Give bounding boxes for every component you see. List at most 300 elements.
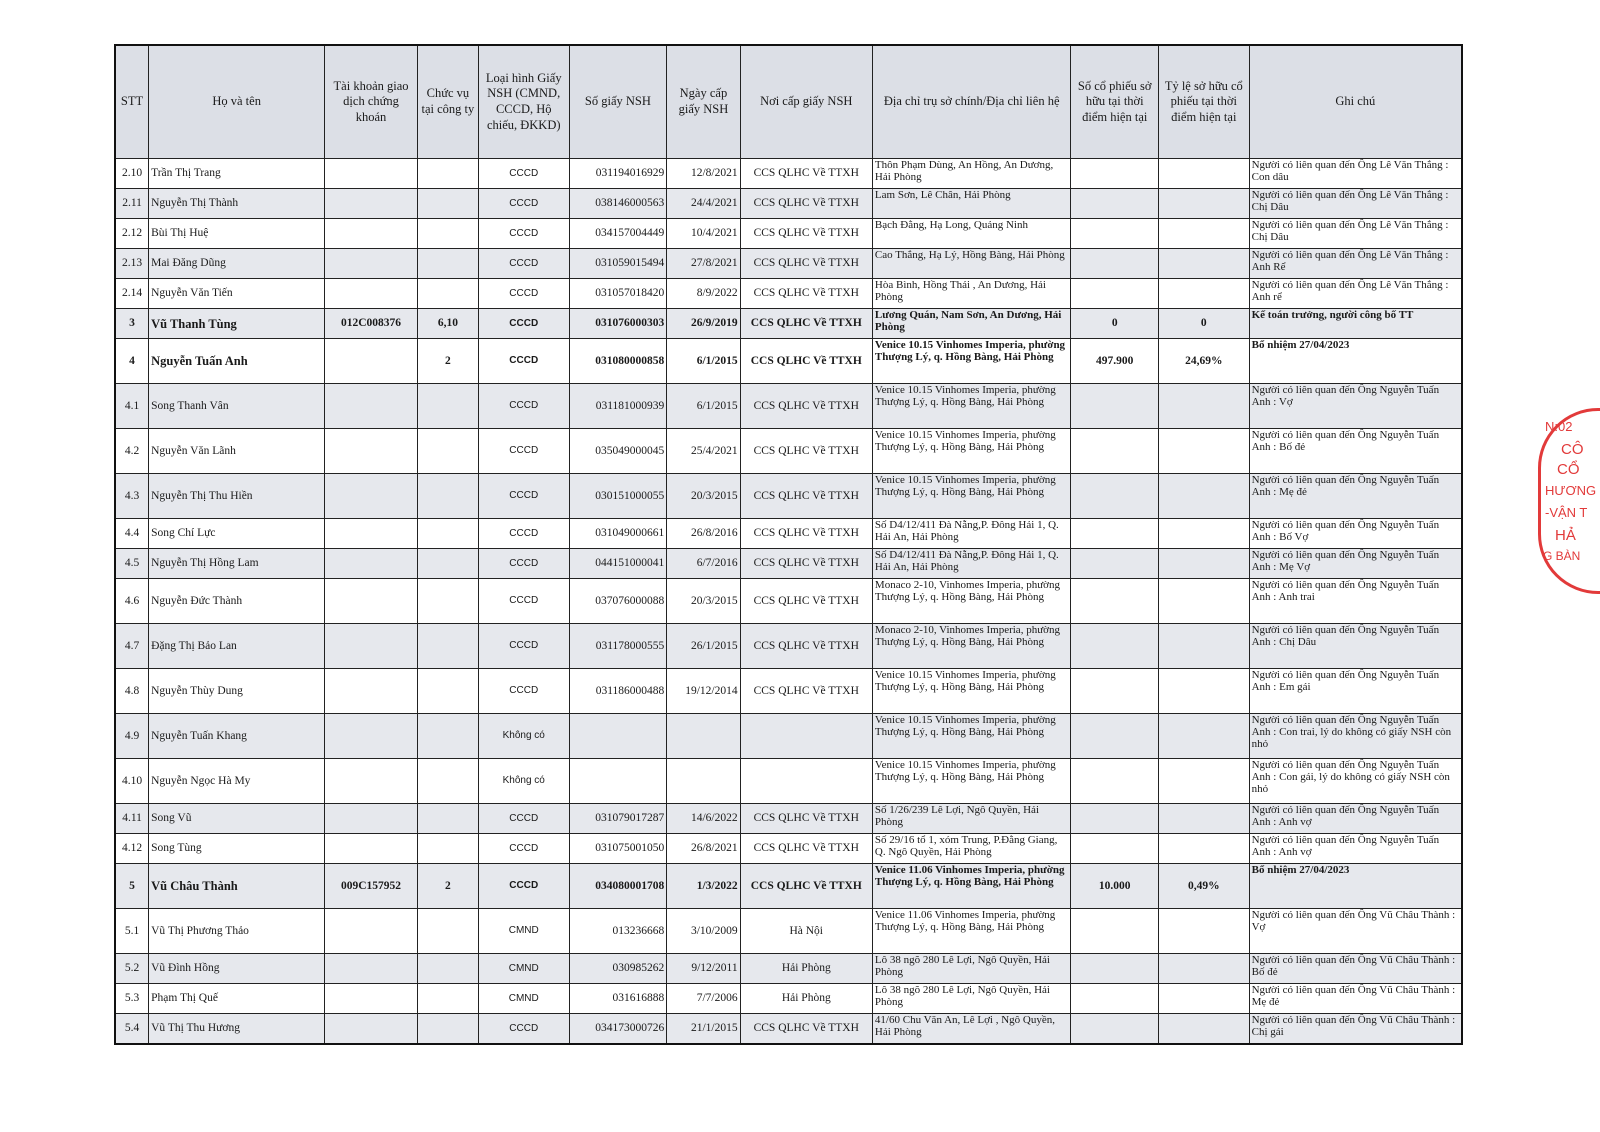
- cell-position: [417, 384, 478, 429]
- cell-shares: [1071, 834, 1159, 864]
- header-ratio: Tỷ lệ sở hữu cổ phiếu tại thời điểm hiện tại: [1159, 45, 1250, 159]
- table-body: [115, 159, 1462, 1044]
- cell-ratio: [1159, 714, 1250, 759]
- cell-issue-place: CCS QLHC Về TTXH: [740, 219, 872, 249]
- cell-address: Số D4/12/411 Đà Nẵng,P. Đông Hải 1, Q. Hải An, Hải Phòng: [872, 549, 1071, 579]
- cell-shares: [1071, 189, 1159, 219]
- cell-id-type: CCCD: [478, 309, 569, 339]
- cell-shares: [1071, 624, 1159, 669]
- cell-issue-date: 8/9/2022: [667, 279, 740, 309]
- cell-issue-date: 26/8/2021: [667, 834, 740, 864]
- cell-name: Vũ Thanh Tùng: [149, 309, 325, 339]
- cell-name: Đặng Thị Bảo Lan: [149, 624, 325, 669]
- cell-note: Người có liên quan đến Ông Nguyễn Tuấn Anh : Con trai, lý do không có giấy NSH còn nhỏ: [1249, 714, 1462, 759]
- table-row: [115, 804, 1462, 834]
- cell-stt: 5.2: [115, 954, 149, 984]
- cell-ratio: [1159, 519, 1250, 549]
- header-issue-place: Nơi cấp giấy NSH: [740, 45, 872, 159]
- cell-name: Nguyễn Tuấn Anh: [149, 339, 325, 384]
- cell-stt: 4.3: [115, 474, 149, 519]
- cell-issue-date: 10/4/2021: [667, 219, 740, 249]
- table-row: [115, 189, 1462, 219]
- cell-id-number: 031181000939: [569, 384, 667, 429]
- cell-issue-date: 21/1/2015: [667, 1014, 740, 1044]
- cell-account: [325, 624, 418, 669]
- cell-ratio: [1159, 159, 1250, 189]
- cell-address: Monaco 2-10, Vinhomes Imperia, phường Thượng Lý, q. Hồng Bàng, Hải Phòng: [872, 624, 1071, 669]
- cell-stt: 4.2: [115, 429, 149, 474]
- cell-note: Người có liên quan đến Ông Lê Văn Thắng : Chị Dâu: [1249, 189, 1462, 219]
- cell-note: Người có liên quan đến Ông Lê Văn Thắng : Chị Dâu: [1249, 219, 1462, 249]
- header-id-type: Loại hình Giấy NSH (CMND, CCCD, Hộ chiếu, ĐKKD): [478, 45, 569, 159]
- cell-account: [325, 579, 418, 624]
- seal-text: CỔ: [1557, 461, 1580, 478]
- cell-issue-date: 6/7/2016: [667, 549, 740, 579]
- cell-position: [417, 474, 478, 519]
- seal-text: -VẬN T: [1545, 505, 1588, 520]
- cell-issue-date: 6/1/2015: [667, 384, 740, 429]
- cell-id-number: 035049000045: [569, 429, 667, 474]
- cell-address: Thôn Phạm Dùng, An Hồng, An Dương, Hải Phòng: [872, 159, 1071, 189]
- cell-id-number: 031049000661: [569, 519, 667, 549]
- cell-id-number: 031186000488: [569, 669, 667, 714]
- cell-address: Venice 11.06 Vinhomes Imperia, phường Thượng Lý, q. Hồng Bàng, Hải Phòng: [872, 909, 1071, 954]
- cell-issue-place: Hải Phòng: [740, 984, 872, 1014]
- table-row: [115, 549, 1462, 579]
- cell-issue-date: 7/7/2006: [667, 984, 740, 1014]
- table-row: [115, 339, 1462, 384]
- cell-issue-place: [740, 759, 872, 804]
- cell-id-number: 031076000303: [569, 309, 667, 339]
- cell-id-type: CCCD: [478, 519, 569, 549]
- cell-issue-place: CCS QLHC Về TTXH: [740, 549, 872, 579]
- cell-address: Số 1/26/239 Lê Lợi, Ngô Quyền, Hải Phòng: [872, 804, 1071, 834]
- cell-position: [417, 429, 478, 474]
- cell-account: [325, 984, 418, 1014]
- cell-name: Vũ Châu Thành: [149, 864, 325, 909]
- cell-account: [325, 429, 418, 474]
- cell-ratio: [1159, 1014, 1250, 1044]
- cell-issue-place: CCS QLHC Về TTXH: [740, 279, 872, 309]
- cell-address: Hòa Bình, Hồng Thái , An Dương, Hải Phòng: [872, 279, 1071, 309]
- cell-id-type: Không có: [478, 714, 569, 759]
- header-issue-date: Ngày cấp giấy NSH: [667, 45, 740, 159]
- cell-shares: [1071, 279, 1159, 309]
- table-row: [115, 1014, 1462, 1044]
- cell-position: [417, 624, 478, 669]
- cell-address: Lô 38 ngõ 280 Lê Lợi, Ngô Quyền, Hải Phòng: [872, 984, 1071, 1014]
- cell-note: Người có liên quan đến Ông Lê Văn Thắng : Anh rể: [1249, 279, 1462, 309]
- cell-id-type: CCCD: [478, 384, 569, 429]
- cell-address: Lam Sơn, Lê Chân, Hải Phòng: [872, 189, 1071, 219]
- cell-shares: [1071, 579, 1159, 624]
- cell-account: [325, 339, 418, 384]
- cell-note: Người có liên quan đến Ông Vũ Châu Thành : Mẹ đẻ: [1249, 984, 1462, 1014]
- cell-id-type: CCCD: [478, 864, 569, 909]
- cell-address: Venice 10.15 Vinhomes Imperia, phường Thượng Lý, q. Hồng Bàng, Hải Phòng: [872, 759, 1071, 804]
- cell-id-type: CCCD: [478, 834, 569, 864]
- cell-issue-date: 9/12/2011: [667, 954, 740, 984]
- seal-text: HƯƠNG: [1545, 483, 1597, 498]
- cell-ratio: [1159, 624, 1250, 669]
- cell-account: [325, 909, 418, 954]
- cell-address: Venice 10.15 Vinhomes Imperia, phường Thượng Lý, q. Hồng Bàng, Hải Phòng: [872, 339, 1071, 384]
- cell-id-number: 034157004449: [569, 219, 667, 249]
- cell-name: Nguyễn Thùy Dung: [149, 669, 325, 714]
- cell-note: Người có liên quan đến Ông Nguyễn Tuấn Anh : Mẹ đẻ: [1249, 474, 1462, 519]
- cell-id-number: 031616888: [569, 984, 667, 1014]
- cell-note: Người có liên quan đến Ông Lê Văn Thắng : Anh Rể: [1249, 249, 1462, 279]
- cell-name: Vũ Đình Hồng: [149, 954, 325, 984]
- cell-id-type: CCCD: [478, 474, 569, 519]
- table-row: [115, 909, 1462, 954]
- seal-text: CÔ: [1561, 441, 1584, 458]
- cell-note: Người có liên quan đến Ông Nguyễn Tuấn Anh : Vợ: [1249, 384, 1462, 429]
- header-stt: STT: [115, 45, 149, 159]
- cell-address: Venice 10.15 Vinhomes Imperia, phường Thượng Lý, q. Hồng Bàng, Hải Phòng: [872, 714, 1071, 759]
- cell-id-type: CCCD: [478, 669, 569, 714]
- cell-position: 2: [417, 339, 478, 384]
- cell-account: [325, 519, 418, 549]
- cell-id-type: CCCD: [478, 219, 569, 249]
- cell-id-number: 030985262: [569, 954, 667, 984]
- cell-address: Venice 10.15 Vinhomes Imperia, phường Thượng Lý, q. Hồng Bàng, Hải Phòng: [872, 669, 1071, 714]
- cell-address: Lương Quán, Nam Sơn, An Dương, Hải Phòng: [872, 309, 1071, 339]
- cell-account: [325, 759, 418, 804]
- cell-ratio: [1159, 984, 1250, 1014]
- cell-stt: 2.12: [115, 219, 149, 249]
- cell-account: [325, 219, 418, 249]
- cell-address: 41/60 Chu Văn An, Lê Lợi , Ngô Quyền, Hải Phòng: [872, 1014, 1071, 1044]
- cell-issue-date: 25/4/2021: [667, 429, 740, 474]
- cell-id-number: 030151000055: [569, 474, 667, 519]
- cell-stt: 5.3: [115, 984, 149, 1014]
- cell-name: Phạm Thị Quế: [149, 984, 325, 1014]
- header-address: Địa chỉ trụ sở chính/Địa chỉ liên hệ: [872, 45, 1071, 159]
- cell-account: [325, 549, 418, 579]
- header-row: [115, 45, 1462, 159]
- cell-id-number: [569, 714, 667, 759]
- header-name: Họ và tên: [149, 45, 325, 159]
- cell-id-type: CMND: [478, 984, 569, 1014]
- cell-issue-place: CCS QLHC Về TTXH: [740, 804, 872, 834]
- cell-stt: 4.1: [115, 384, 149, 429]
- cell-shares: 0: [1071, 309, 1159, 339]
- cell-shares: [1071, 669, 1159, 714]
- cell-issue-place: CCS QLHC Về TTXH: [740, 579, 872, 624]
- cell-shares: [1071, 549, 1159, 579]
- cell-account: [325, 159, 418, 189]
- cell-shares: 497.900: [1071, 339, 1159, 384]
- cell-issue-place: CCS QLHC Về TTXH: [740, 339, 872, 384]
- header-account: Tài khoản giao dịch chứng khoán: [325, 45, 418, 159]
- header-position: Chức vụ tại công ty: [417, 45, 478, 159]
- cell-account: [325, 714, 418, 759]
- cell-id-type: CMND: [478, 954, 569, 984]
- cell-name: Vũ Thị Phương Thảo: [149, 909, 325, 954]
- cell-stt: 4.12: [115, 834, 149, 864]
- cell-stt: 4.10: [115, 759, 149, 804]
- cell-stt: 3: [115, 309, 149, 339]
- cell-shares: [1071, 909, 1159, 954]
- cell-stt: 4.6: [115, 579, 149, 624]
- cell-note: Người có liên quan đến Ông Nguyễn Tuấn Anh : Chị Dâu: [1249, 624, 1462, 669]
- cell-position: [417, 279, 478, 309]
- cell-position: [417, 909, 478, 954]
- cell-stt: 2.13: [115, 249, 149, 279]
- table-row: [115, 864, 1462, 909]
- cell-id-type: CCCD: [478, 249, 569, 279]
- cell-stt: 5: [115, 864, 149, 909]
- cell-issue-place: Hà Nội: [740, 909, 872, 954]
- cell-name: Vũ Thị Thu Hương: [149, 1014, 325, 1044]
- cell-issue-place: CCS QLHC Về TTXH: [740, 864, 872, 909]
- cell-id-number: [569, 759, 667, 804]
- cell-issue-place: CCS QLHC Về TTXH: [740, 669, 872, 714]
- table-row: [115, 954, 1462, 984]
- header-id-number: Số giấy NSH: [569, 45, 667, 159]
- cell-issue-date: 24/4/2021: [667, 189, 740, 219]
- cell-id-number: 031075001050: [569, 834, 667, 864]
- cell-address: Bạch Đằng, Hạ Long, Quảng Ninh: [872, 219, 1071, 249]
- cell-ratio: [1159, 759, 1250, 804]
- cell-position: [417, 159, 478, 189]
- table-row: [115, 519, 1462, 549]
- cell-stt: 4.9: [115, 714, 149, 759]
- cell-ratio: [1159, 834, 1250, 864]
- cell-shares: [1071, 384, 1159, 429]
- cell-address: Venice 11.06 Vinhomes Imperia, phường Thượng Lý, q. Hồng Bàng, Hải Phòng: [872, 864, 1071, 909]
- table-row: [115, 834, 1462, 864]
- cell-issue-date: [667, 714, 740, 759]
- header-note: Ghi chú: [1249, 45, 1462, 159]
- cell-account: [325, 804, 418, 834]
- cell-name: Nguyễn Thị Hồng Lam: [149, 549, 325, 579]
- cell-id-number: 038146000563: [569, 189, 667, 219]
- cell-id-type: CCCD: [478, 429, 569, 474]
- cell-address: Số 29/16 tổ 1, xóm Trung, P.Đằng Giang, Q. Ngô Quyền, Hải Phòng: [872, 834, 1071, 864]
- table-row: [115, 714, 1462, 759]
- cell-position: [417, 549, 478, 579]
- cell-issue-date: 26/9/2019: [667, 309, 740, 339]
- cell-ratio: 0,49%: [1159, 864, 1250, 909]
- cell-note: Người có liên quan đến Ông Nguyễn Tuấn Anh : Em gái: [1249, 669, 1462, 714]
- cell-shares: [1071, 984, 1159, 1014]
- cell-stt: 5.4: [115, 1014, 149, 1044]
- cell-account: [325, 384, 418, 429]
- cell-position: [417, 249, 478, 279]
- cell-address: Cao Thắng, Hạ Lý, Hồng Bàng, Hải Phòng: [872, 249, 1071, 279]
- table-row: [115, 669, 1462, 714]
- cell-ratio: [1159, 189, 1250, 219]
- cell-ratio: 24,69%: [1159, 339, 1250, 384]
- cell-ratio: [1159, 579, 1250, 624]
- cell-name: Song Vũ: [149, 804, 325, 834]
- cell-stt: 4.11: [115, 804, 149, 834]
- cell-note: Bổ nhiệm 27/04/2023: [1249, 339, 1462, 384]
- cell-issue-date: 12/8/2021: [667, 159, 740, 189]
- shareholder-table: [114, 44, 1463, 1045]
- cell-issue-date: 20/3/2015: [667, 579, 740, 624]
- cell-ratio: [1159, 219, 1250, 249]
- cell-position: [417, 579, 478, 624]
- cell-shares: [1071, 804, 1159, 834]
- cell-id-type: CMND: [478, 909, 569, 954]
- cell-issue-date: 6/1/2015: [667, 339, 740, 384]
- cell-shares: [1071, 954, 1159, 984]
- table-row: [115, 759, 1462, 804]
- cell-position: [417, 984, 478, 1014]
- cell-ratio: [1159, 549, 1250, 579]
- cell-id-number: 031178000555: [569, 624, 667, 669]
- cell-position: [417, 219, 478, 249]
- cell-note: Người có liên quan đến Ông Nguyễn Tuấn Anh : Anh vợ: [1249, 834, 1462, 864]
- cell-id-number: 031079017287: [569, 804, 667, 834]
- cell-note: Người có liên quan đến Ông Nguyễn Tuấn Anh : Anh vợ: [1249, 804, 1462, 834]
- cell-id-number: 034173000726: [569, 1014, 667, 1044]
- cell-shares: [1071, 1014, 1159, 1044]
- cell-id-type: CCCD: [478, 339, 569, 384]
- cell-ratio: [1159, 384, 1250, 429]
- cell-id-number: 031059015494: [569, 249, 667, 279]
- cell-ratio: [1159, 954, 1250, 984]
- cell-stt: 2.11: [115, 189, 149, 219]
- cell-position: [417, 804, 478, 834]
- cell-issue-place: CCS QLHC Về TTXH: [740, 384, 872, 429]
- cell-name: Nguyễn Văn Lãnh: [149, 429, 325, 474]
- cell-issue-place: CCS QLHC Về TTXH: [740, 474, 872, 519]
- table-row: [115, 384, 1462, 429]
- cell-id-type: CCCD: [478, 159, 569, 189]
- cell-id-type: CCCD: [478, 549, 569, 579]
- seal-text: G BÀN: [1543, 549, 1581, 563]
- cell-id-number: 031080000858: [569, 339, 667, 384]
- company-seal: [1538, 408, 1600, 594]
- cell-stt: 2.10: [115, 159, 149, 189]
- header-shares: Số cổ phiếu sở hữu tại thời điểm hiện tại: [1071, 45, 1159, 159]
- cell-name: Nguyễn Văn Tiến: [149, 279, 325, 309]
- cell-position: [417, 519, 478, 549]
- cell-note: Bổ nhiệm 27/04/2023: [1249, 864, 1462, 909]
- cell-address: Monaco 2-10, Vinhomes Imperia, phường Thượng Lý, q. Hồng Bàng, Hải Phòng: [872, 579, 1071, 624]
- cell-issue-place: CCS QLHC Về TTXH: [740, 249, 872, 279]
- table-row: [115, 984, 1462, 1014]
- cell-issue-date: 19/12/2014: [667, 669, 740, 714]
- cell-account: [325, 189, 418, 219]
- seal-text: HẢ: [1555, 527, 1576, 544]
- cell-address: Số D4/12/411 Đà Nẵng,P. Đông Hải 1, Q. Hải An, Hải Phòng: [872, 519, 1071, 549]
- cell-address: Venice 10.15 Vinhomes Imperia, phường Thượng Lý, q. Hồng Bàng, Hải Phòng: [872, 474, 1071, 519]
- cell-shares: [1071, 714, 1159, 759]
- cell-stt: 2.14: [115, 279, 149, 309]
- cell-name: Nguyễn Ngọc Hà My: [149, 759, 325, 804]
- cell-shares: [1071, 474, 1159, 519]
- cell-name: Song Chí Lực: [149, 519, 325, 549]
- cell-position: [417, 1014, 478, 1044]
- cell-shares: [1071, 429, 1159, 474]
- document-sheet: [114, 44, 1463, 1045]
- cell-issue-date: 27/8/2021: [667, 249, 740, 279]
- cell-account: [325, 474, 418, 519]
- cell-stt: 5.1: [115, 909, 149, 954]
- cell-shares: [1071, 219, 1159, 249]
- cell-id-type: CCCD: [478, 579, 569, 624]
- cell-position: [417, 954, 478, 984]
- cell-account: [325, 1014, 418, 1044]
- table-row: [115, 219, 1462, 249]
- cell-ratio: [1159, 669, 1250, 714]
- cell-note: Người có liên quan đến Ông Nguyễn Tuấn Anh : Con gái, lý do không có giấy NSH còn nhỏ: [1249, 759, 1462, 804]
- cell-issue-place: Hải Phòng: [740, 954, 872, 984]
- cell-position: [417, 834, 478, 864]
- cell-note: Người có liên quan đến Ông Vũ Châu Thành : Bố đẻ: [1249, 954, 1462, 984]
- cell-note: Người có liên quan đến Ông Nguyễn Tuấn Anh : Anh trai: [1249, 579, 1462, 624]
- cell-issue-place: CCS QLHC Về TTXH: [740, 1014, 872, 1044]
- cell-note: Người có liên quan đến Ông Nguyễn Tuấn Anh : Bố đẻ: [1249, 429, 1462, 474]
- cell-position: [417, 759, 478, 804]
- table-row: [115, 159, 1462, 189]
- cell-note: Người có liên quan đến Ông Vũ Châu Thành : Chị gái: [1249, 1014, 1462, 1044]
- cell-shares: 10.000: [1071, 864, 1159, 909]
- cell-issue-date: 20/3/2015: [667, 474, 740, 519]
- cell-issue-place: CCS QLHC Về TTXH: [740, 834, 872, 864]
- cell-issue-place: CCS QLHC Về TTXH: [740, 309, 872, 339]
- cell-id-type: CCCD: [478, 624, 569, 669]
- cell-id-number: 013236668: [569, 909, 667, 954]
- cell-note: Kế toán trưởng, người công bố TT: [1249, 309, 1462, 339]
- cell-position: 2: [417, 864, 478, 909]
- cell-ratio: [1159, 429, 1250, 474]
- cell-address: Venice 10.15 Vinhomes Imperia, phường Thượng Lý, q. Hồng Bàng, Hải Phòng: [872, 384, 1071, 429]
- table-row: [115, 474, 1462, 519]
- cell-name: Nguyễn Tuấn Khang: [149, 714, 325, 759]
- cell-id-number: 034080001708: [569, 864, 667, 909]
- seal-text: N:02: [1545, 419, 1573, 434]
- cell-shares: [1071, 159, 1159, 189]
- cell-id-type: CCCD: [478, 189, 569, 219]
- cell-id-type: CCCD: [478, 804, 569, 834]
- cell-stt: 4: [115, 339, 149, 384]
- cell-id-type: CCCD: [478, 1014, 569, 1044]
- cell-note: Người có liên quan đến Ông Nguyễn Tuấn Anh : Bố Vợ: [1249, 519, 1462, 549]
- cell-ratio: [1159, 804, 1250, 834]
- cell-name: Song Thanh Vân: [149, 384, 325, 429]
- cell-account: [325, 669, 418, 714]
- cell-issue-date: 26/8/2016: [667, 519, 740, 549]
- table-row: [115, 579, 1462, 624]
- table-row: [115, 624, 1462, 669]
- cell-name: Trần Thị Trang: [149, 159, 325, 189]
- cell-note: Người có liên quan đến Ông Nguyễn Tuấn Anh : Mẹ Vợ: [1249, 549, 1462, 579]
- cell-issue-place: CCS QLHC Về TTXH: [740, 519, 872, 549]
- cell-account: 012C008376: [325, 309, 418, 339]
- cell-issue-date: 3/10/2009: [667, 909, 740, 954]
- table-row: [115, 309, 1462, 339]
- cell-stt: 4.5: [115, 549, 149, 579]
- cell-issue-place: CCS QLHC Về TTXH: [740, 189, 872, 219]
- cell-note: Người có liên quan đến Ông Lê Văn Thắng : Con dâu: [1249, 159, 1462, 189]
- cell-id-type: Không có: [478, 759, 569, 804]
- cell-issue-place: CCS QLHC Về TTXH: [740, 429, 872, 474]
- cell-position: [417, 714, 478, 759]
- cell-issue-place: [740, 714, 872, 759]
- cell-shares: [1071, 249, 1159, 279]
- cell-id-number: 044151000041: [569, 549, 667, 579]
- cell-stt: 4.7: [115, 624, 149, 669]
- cell-issue-date: 26/1/2015: [667, 624, 740, 669]
- table-row: [115, 429, 1462, 474]
- cell-issue-place: CCS QLHC Về TTXH: [740, 159, 872, 189]
